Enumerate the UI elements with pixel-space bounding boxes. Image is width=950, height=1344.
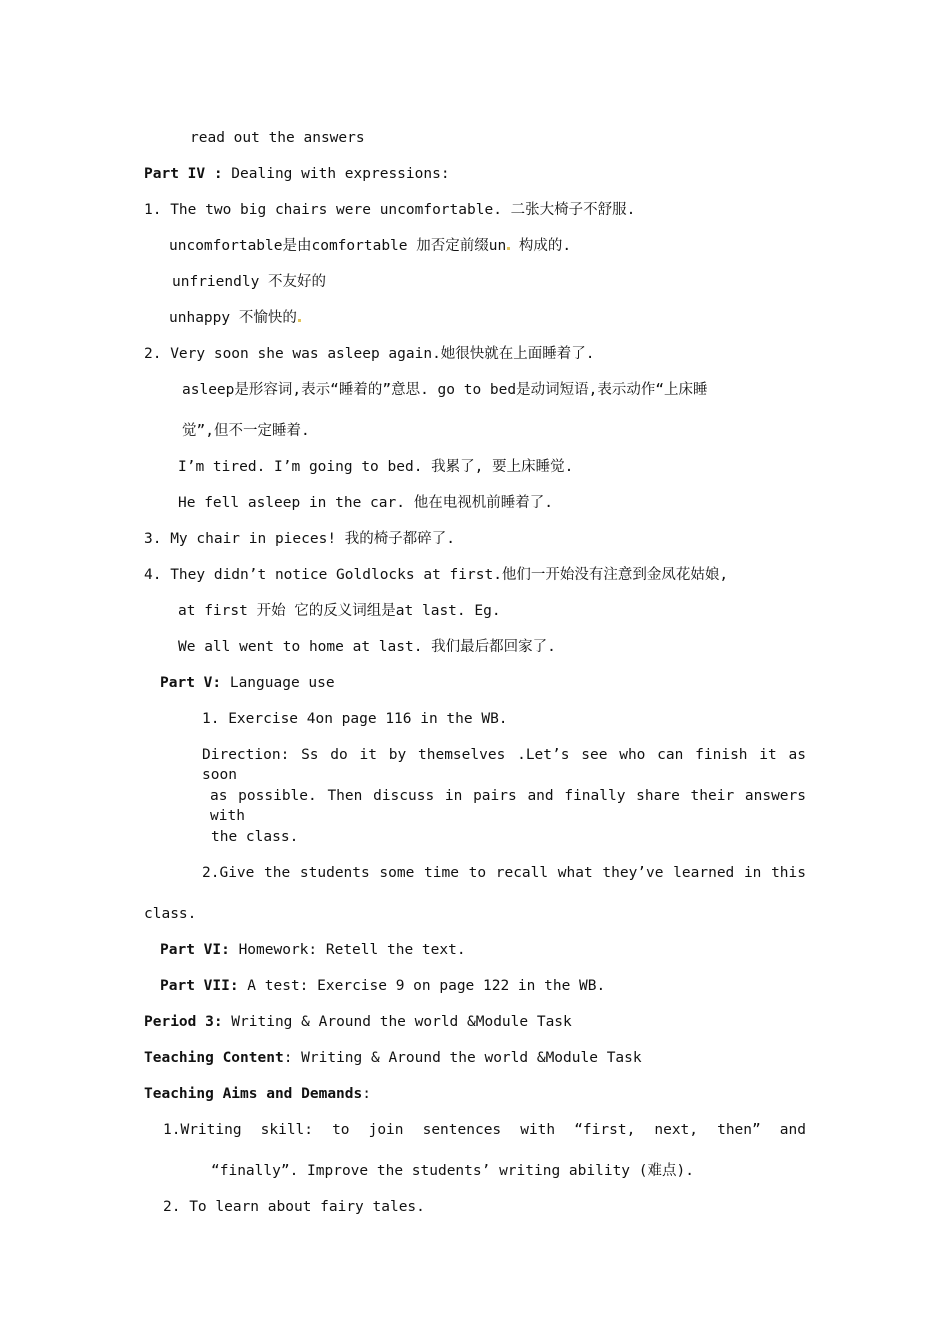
section-heading: [144, 1048, 642, 1068]
text-line: 4. They didn’t notice Goldlocks at first.他们一开始没有注意到金凤花姑娘,: [144, 567, 729, 583]
section-heading: [160, 940, 466, 960]
text-line: asleep是形容词,表示“睡着的”意思. go to bed是动词短语,表示动作“上床睡: [182, 382, 708, 398]
text-line: unfriendly 不友好的: [172, 274, 327, 290]
text-line: 2. Very soon she was asleep again.她很快就在上面睡着了.: [144, 346, 595, 362]
section-heading: [160, 976, 605, 996]
heading-text: Homework: Retell the text.: [229, 942, 466, 958]
heading-text: Writing & Around the world &Module Task: [222, 1014, 572, 1030]
text-line: 2.Give the students some time to recall what they’ve learned in this: [202, 865, 806, 881]
text-line: 2. To learn about fairy tales.: [163, 1199, 425, 1215]
text-line: 1. Exercise 4on page 116 in the WB.: [202, 711, 508, 727]
section-heading: [160, 673, 335, 693]
text-line: 觉”,但不一定睡着.: [182, 423, 310, 439]
heading-label: Part VI:: [160, 942, 230, 958]
text-segment: uncomfortable是由comfortable 加否定前缀un: [169, 238, 507, 254]
text-line: 1.Writing skill: to join sentences with “first, next, then” and: [163, 1122, 806, 1138]
heading-label: Part V:: [160, 675, 222, 691]
marker-dot: [298, 319, 301, 322]
text-line: [169, 236, 571, 256]
text-line: at first 开始 它的反义词组是at last. Eg.: [178, 603, 501, 619]
text-line: [169, 308, 301, 328]
section-heading: [144, 1012, 572, 1032]
text-segment: 构成的.: [510, 238, 572, 254]
heading-label: Period 3:: [144, 1014, 223, 1030]
text-line: class.: [144, 906, 197, 922]
text-line: “finally”. Improve the students’ writing ability (难点).: [211, 1163, 694, 1179]
heading-label: Teaching Aims and Demands: [144, 1086, 363, 1102]
section-heading: [144, 164, 450, 184]
text-line: We all went to home at last. 我们最后都回家了.: [178, 639, 556, 655]
text-line: 1. The two big chairs were uncomfortable. 二张大椅子不舒服.: [144, 202, 636, 218]
text-line: I’m tired. I’m going to bed. 我累了, 要上床睡觉.: [178, 459, 574, 475]
text-segment: unhappy 不愉快的: [169, 310, 297, 326]
heading-label: Teaching Content: [144, 1050, 284, 1066]
heading-text: Dealing with expressions:: [222, 166, 450, 182]
heading-text: A test: Exercise 9 on page 122 in the WB.: [238, 978, 606, 994]
heading-text: :: [362, 1086, 371, 1102]
heading-label: Part VII:: [160, 978, 239, 994]
text-line: Direction: Ss do it by themselves .Let’s see who can finish it as soon: [202, 747, 806, 783]
text-line: as possible. Then discuss in pairs and finally share their answers with: [210, 788, 806, 824]
section-heading: [144, 1084, 371, 1104]
heading-text: : Writing & Around the world &Module Task: [283, 1050, 642, 1066]
text-line: the class.: [211, 829, 299, 845]
text-line: read out the answers: [190, 130, 365, 146]
text-line: He fell asleep in the car. 他在电视机前睡着了.: [178, 495, 553, 511]
heading-text: Language use: [221, 675, 335, 691]
heading-label: Part IV :: [144, 166, 223, 182]
text-line: 3. My chair in pieces! 我的椅子都碎了.: [144, 531, 456, 547]
